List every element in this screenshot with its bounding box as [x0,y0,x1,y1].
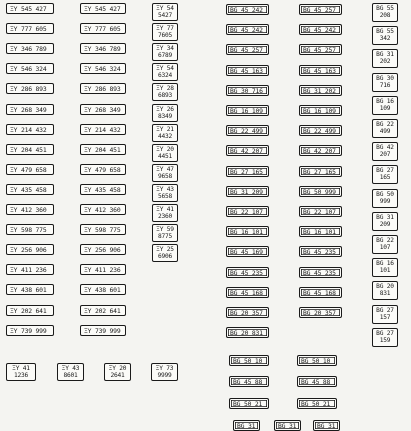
plate-label: BG 42 207 [226,145,269,156]
plate-label: BG 20 357 [226,307,269,318]
plate-line-1: ΞY 34 [156,45,174,53]
plate-line-1: BG 22 [376,237,394,244]
plate-label: BG 31 209 [226,186,269,197]
plate-label: ΞY 204 451 [6,144,54,155]
plate-line-1: ΞY 73 [155,365,174,372]
plate-line-1: BG 16 [376,97,394,105]
plate-line-2: 9658 [157,172,173,180]
plate-line-2: 8775 [157,233,173,241]
plate-label: BG 50 21 [297,398,337,409]
plate-line-2: 101 [379,267,391,275]
plate-label: BG 31 [274,420,301,431]
plate-label: ΞY 214 432 [6,124,54,135]
plate-label: BG 42 207 [299,145,342,156]
plate-line-1: BG 55 [376,28,394,36]
plate-label: BG 27 165 [226,166,269,177]
plate-label: ΞY 435 458 [80,184,126,195]
plate-label-two-line [151,363,178,381]
plate-label: BG 50 21 [229,398,269,409]
plate-line-2: 1236 [13,372,29,379]
plate-label: BG 16 101 [226,226,269,237]
plate-line-1: ΞY 26 [156,105,174,113]
plate-line-2: 202 [379,58,391,66]
plate-label: ΞY 546 324 [80,63,126,74]
plate-label: BG 30 716 [226,85,269,96]
plate-label: ΞY 346 789 [80,43,126,54]
plate-label: BG 45 235 [299,246,342,257]
plate-label: ΞY 412 360 [80,204,126,215]
plate-label: ΞY 545 427 [6,3,54,14]
plate-line-1: BG 42 [376,144,394,152]
plate-label-two-line [372,73,398,92]
plate-line-2: 209 [379,220,391,228]
plate-label: ΞY 739 999 [6,325,54,336]
plate-line-1: BG 27 [376,167,394,175]
plate-label: ΞY 411 236 [6,264,54,275]
plate-line-2: 208 [379,12,391,19]
plate-label: BG 22 107 [226,206,269,217]
plate-label: ΞY 286 893 [6,83,54,94]
plate-label: ΞY 545 427 [80,3,126,14]
plate-label-two-line [152,144,178,162]
plate-label-two-line [372,235,398,254]
plate-label: ΞY 777 605 [80,23,126,34]
plate-label: BG 50 10 [229,355,269,366]
plate-label: ΞY 346 789 [6,43,54,54]
plate-label: BG 45 242 [299,24,342,35]
plate-label: BG 20 357 [299,307,342,318]
plate-line-2: 4451 [157,152,173,160]
plate-line-1: ΞY 41 [12,365,30,372]
plate-label-two-line [152,204,178,222]
plate-line-1: ΞY 54 [156,65,174,73]
plate-line-1: ΞY 47 [156,165,174,173]
plate-label: BG 45 242 [226,24,269,35]
plate-line-2: 999 [379,197,391,205]
plate-line-2: 499 [379,128,391,135]
plate-label: BG 45 168 [226,287,269,298]
plate-line-2: 831 [379,290,391,298]
plate-label-two-line [372,328,398,347]
plate-label-two-line [152,3,178,21]
plate-line-2: 5658 [157,192,173,200]
plate-label: BG 45 235 [299,267,342,278]
plate-label: BG 50 10 [297,355,337,366]
plate-line-2: 716 [379,81,391,89]
plate-label: BG 22 499 [226,125,269,136]
plate-label-two-line [372,212,398,231]
plate-label: ΞY 546 324 [6,63,54,74]
plate-label-two-line [372,305,398,324]
plate-label: ΞY 256 906 [80,244,126,255]
plate-line-1: BG 31 [376,51,394,59]
plate-label: BG 45 88 [297,376,337,387]
plate-label: ΞY 204 451 [80,144,126,155]
plate-label: ΞY 202 641 [80,305,126,316]
plate-line-1: ΞY 43 [61,365,80,372]
plate-label: ΞY 777 605 [6,23,54,34]
plate-label: ΞY 268 349 [6,104,54,115]
plate-line-2: 109 [379,104,391,112]
plate-line-2: 207 [379,151,391,159]
plate-label: ΞY 479 658 [80,164,126,175]
plate-label: BG 16 101 [299,226,342,237]
plate-line-1: BG 20 [376,283,394,291]
plate-label: BG 31 [233,420,260,431]
plate-label: BG 45 88 [229,376,269,387]
plate-label: BG 27 165 [299,166,342,177]
plate-line-1: BG 31 [376,213,394,221]
plate-label-two-line [6,363,36,381]
plate-line-2: 5427 [157,12,173,19]
plate-label: ΞY 598 775 [80,224,126,235]
plate-label-two-line [372,142,398,161]
plate-label-two-line [372,165,398,184]
plate-label: BG 45 168 [299,287,342,298]
plate-line-2: 342 [379,35,391,43]
plate-label: ΞY 268 349 [80,104,126,115]
plate-label: BG 22 499 [299,125,342,136]
plate-label-two-line [152,43,178,61]
plate-label: BG 45 257 [299,44,342,55]
plate-label: BG 20 831 [226,327,269,338]
plate-label: BG 45 169 [226,246,269,257]
plate-label: ΞY 412 360 [6,204,54,215]
plate-label: ΞY 411 236 [80,264,126,275]
plate-label: ΞY 479 658 [6,164,54,175]
plate-line-1: BG 22 [376,121,394,128]
plate-label: ΞY 286 893 [80,83,126,94]
plate-label: ΞY 598 775 [6,224,54,235]
plate-label: BG 45 242 [226,4,269,15]
plate-line-1: ΞY 20 [156,145,174,153]
plate-line-1: BG 27 [376,306,394,314]
plate-line-1: ΞY 59 [156,226,174,234]
plate-label: BG 31 [313,420,340,431]
plate-label: BG 45 257 [226,44,269,55]
plate-line-1: ΞY 25 [156,246,174,254]
plate-line-1: BG 16 [376,260,394,268]
plate-line-2: 165 [379,174,391,182]
plate-line-1: BG 30 [376,74,394,82]
plate-label: BG 31 202 [299,85,342,96]
plate-line-2: 6893 [157,92,173,100]
plate-label-two-line [152,104,178,122]
plate-line-1: ΞY 43 [156,185,174,193]
plate-line-1: ΞY 21 [156,125,174,133]
plate-label: BG 22 107 [299,206,342,217]
plate-label-two-line [372,49,398,68]
plate-line-1: ΞY 41 [156,206,174,213]
plate-label-two-line [152,23,178,41]
plate-line-2: 7605 [157,32,173,40]
plate-line-2: 8601 [63,372,78,379]
plate-line-2: 6789 [157,52,173,60]
plate-label-two-line [104,363,131,381]
plate-label: ΞY 438 601 [6,284,54,295]
plate-label-two-line [372,119,398,138]
plate-line-2: 2641 [110,372,125,379]
plate-label-two-line [372,281,398,300]
plate-line-2: 6324 [157,72,173,80]
plate-label: ΞY 202 641 [6,305,54,316]
plate-label-two-line [152,63,178,81]
plate-line-1: ΞY 28 [156,85,174,93]
plate-label: BG 50 999 [299,186,342,197]
plate-line-1: BG 55 [376,5,394,12]
plate-label-two-line [152,124,178,142]
plate-line-2: 107 [379,244,391,251]
plate-line-2: 4432 [157,132,173,140]
plate-label-two-line [372,189,398,208]
plate-label-two-line [152,224,178,242]
plate-line-1: BG 27 [376,329,394,337]
plate-label: BG 45 163 [299,65,342,76]
plate-line-2: 2360 [157,213,173,220]
plate-label-two-line [372,96,398,115]
plate-line-1: ΞY 54 [156,5,174,12]
plate-label-two-line [152,83,178,101]
plate-line-2: 6906 [157,253,173,261]
plate-label: ΞY 438 601 [80,284,126,295]
plate-line-2: 157 [379,313,391,321]
plate-label-two-line [57,363,84,381]
plate-label: ΞY 739 999 [80,325,126,336]
plate-line-2: 8349 [157,112,173,120]
plate-label: BG 45 163 [226,65,269,76]
plate-line-1: ΞY 20 [108,365,127,372]
plate-line-1: BG 50 [376,190,394,198]
plate-label: ΞY 256 906 [6,244,54,255]
plate-label-two-line [372,3,398,22]
plate-label: BG 16 109 [299,105,342,116]
plate-label-two-line [372,26,398,45]
plate-label: ΞY 435 458 [6,184,54,195]
plate-label-two-line [152,184,178,202]
plate-label: BG 45 257 [299,4,342,15]
plate-label-two-line [152,244,178,262]
plate-label-two-line [372,258,398,277]
plate-label: BG 16 109 [226,105,269,116]
plate-line-1: ΞY 77 [156,25,174,33]
plate-label: BG 45 235 [226,267,269,278]
plate-label: ΞY 214 432 [80,124,126,135]
plate-line-2: 9999 [157,372,172,379]
plate-line-2: 159 [379,336,391,344]
plate-label-two-line [152,164,178,182]
